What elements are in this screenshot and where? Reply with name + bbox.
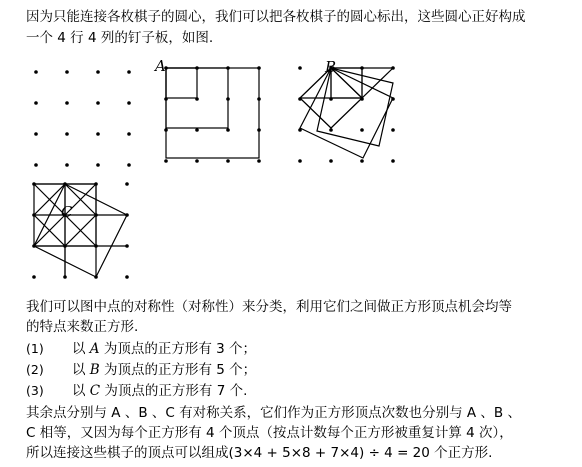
grid-dot — [32, 213, 36, 217]
case-point: C — [89, 383, 101, 399]
grid-dot — [164, 159, 168, 163]
figure-b — [295, 58, 425, 173]
label-a: A — [155, 57, 166, 75]
grid-dot — [127, 163, 131, 167]
grid-dot — [391, 159, 395, 163]
grid-dot — [360, 159, 364, 163]
case-suffix: 为顶点的正方形有 3 个； — [99, 341, 257, 357]
grid-dot — [94, 213, 98, 217]
grid-dot — [127, 101, 131, 105]
grid-dot — [195, 159, 199, 163]
grid-dot — [65, 70, 69, 74]
grid-dot — [32, 182, 36, 186]
grid-dot — [329, 159, 333, 163]
body-line-2: 的特点来数正方形. — [26, 319, 139, 335]
dot-grid-figure — [25, 60, 145, 170]
case-text — [72, 382, 247, 400]
case-number: (2) — [26, 362, 44, 377]
case-text — [72, 361, 256, 379]
grid-dot — [34, 132, 38, 136]
grid-dot — [226, 159, 230, 163]
grid-dot — [32, 244, 36, 248]
grid-dot — [195, 128, 199, 132]
case-point: B — [89, 362, 100, 378]
grid-dot — [164, 97, 168, 101]
grid-dot — [164, 128, 168, 132]
grid-dot — [127, 70, 131, 74]
conclusion-line-1: 其余点分别与 A 、B 、C 有对称关系，它们作为正方形顶点次数也分别与 A 、B 、 — [26, 405, 521, 421]
conclusion-line-3: 所以连接这些棋子的顶点可以组成(3×4 + 5×8 + 7×4) ÷ 4 = 20 个正方形. — [26, 445, 493, 461]
grid-dot — [391, 66, 395, 70]
figure-a — [155, 58, 285, 168]
grid-dot — [195, 97, 199, 101]
grid-dot — [329, 128, 333, 132]
case-suffix: 为顶点的正方形有 7 个. — [100, 383, 248, 399]
figure-c — [25, 175, 145, 285]
grid-dot — [34, 70, 38, 74]
intro-line-2: 一个 4 行 4 列的钉子板，如图. — [26, 30, 214, 46]
grid-dot — [34, 101, 38, 105]
body-line-1: 我们可以图中点的对称性（对称性）来分类，利用它们之间做正方形顶点机会均等 — [26, 299, 512, 315]
grid-dot — [391, 128, 395, 132]
grid-dot — [127, 132, 131, 136]
grid-dot — [65, 132, 69, 136]
case-point: A — [89, 341, 100, 357]
grid-dot — [63, 275, 67, 279]
grid-dot — [96, 101, 100, 105]
grid-dot — [360, 66, 364, 70]
grid-dot — [96, 70, 100, 74]
grid-dot — [96, 132, 100, 136]
grid-dot — [96, 163, 100, 167]
grid-dot — [226, 128, 230, 132]
grid-dot — [125, 275, 129, 279]
grid-dot — [257, 159, 261, 163]
grid-dot — [125, 182, 129, 186]
grid-dot — [360, 97, 364, 101]
grid-dot — [34, 163, 38, 167]
case-prefix: 以 — [72, 383, 90, 399]
grid-dot — [94, 275, 98, 279]
grid-dot — [65, 163, 69, 167]
conclusion-line-2: C 相等，又因为每个正方形有 4 个顶点（按点计数每个正方形被重复计算 4 次）， — [26, 425, 513, 441]
case-number: (3) — [26, 383, 44, 398]
grid-dot — [391, 97, 395, 101]
grid-dot — [94, 244, 98, 248]
grid-dot — [360, 128, 364, 132]
grid-dot — [298, 97, 302, 101]
grid-dot — [125, 213, 129, 217]
label-b: B — [325, 58, 337, 76]
grid-dot — [63, 182, 67, 186]
case-suffix: 为顶点的正方形有 5 个； — [99, 362, 257, 378]
case-prefix: 以 — [72, 341, 90, 357]
case-number: (1) — [26, 341, 44, 356]
grid-dot — [298, 66, 302, 70]
grid-dot — [32, 275, 36, 279]
case-prefix: 以 — [72, 362, 90, 378]
grid-dot — [257, 128, 261, 132]
grid-dot — [195, 66, 199, 70]
grid-dot — [257, 66, 261, 70]
case-text — [72, 340, 256, 358]
grid-dot — [65, 101, 69, 105]
grid-dot — [63, 244, 67, 248]
grid-dot — [329, 97, 333, 101]
grid-dot — [94, 182, 98, 186]
grid-dot — [125, 244, 129, 248]
grid-dot — [257, 97, 261, 101]
grid-dot — [226, 97, 230, 101]
intro-line-1: 因为只能连接各枚棋子的圆心，我们可以把各枚棋子的圆心标出，这些圆心正好构成 — [26, 9, 526, 25]
grid-dot — [298, 159, 302, 163]
label-c: C — [61, 203, 73, 221]
grid-dot — [298, 128, 302, 132]
grid-dot — [226, 66, 230, 70]
